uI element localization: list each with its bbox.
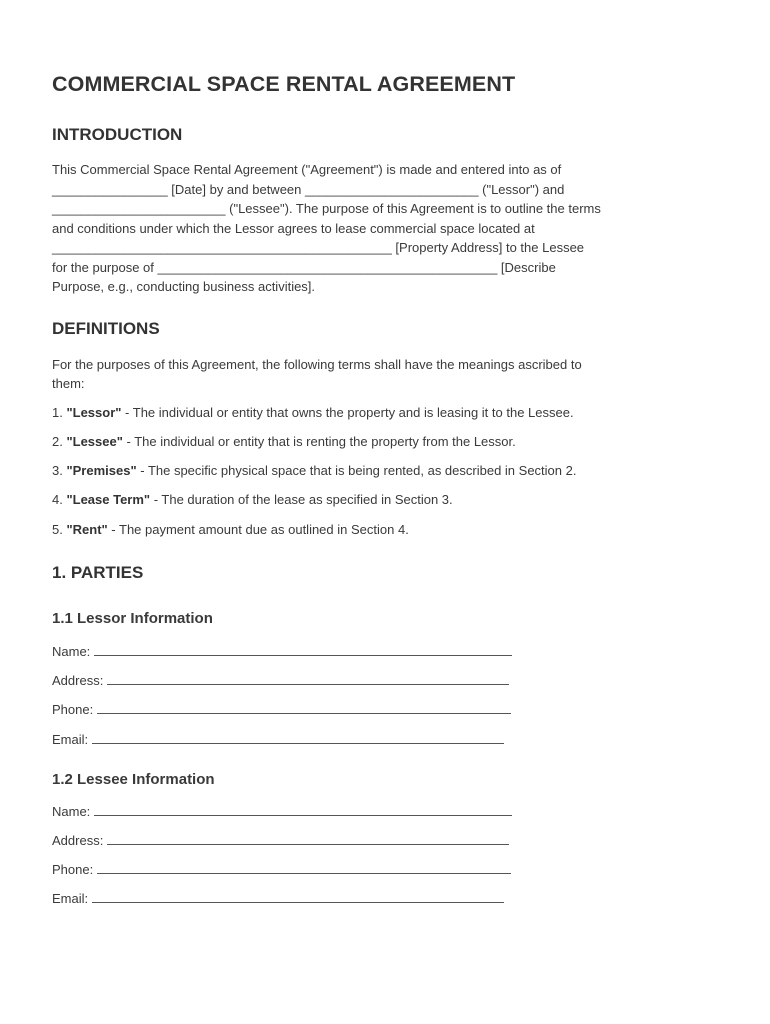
intro-line: This Commercial Space Rental Agreement ("Agreement") is made and entered into as of xyxy=(52,162,562,177)
definition-term: "Premises" xyxy=(66,463,137,478)
intro-line: and conditions under which the Lessor agrees to lease commercial space located at xyxy=(52,221,535,236)
lessor-name-field[interactable] xyxy=(52,642,512,661)
introduction-heading: INTRODUCTION xyxy=(52,125,183,144)
field-label: Address: xyxy=(52,833,104,848)
field-label: Phone: xyxy=(52,702,94,717)
lessor-phone-field[interactable] xyxy=(52,700,511,719)
field-label: Phone: xyxy=(52,862,94,877)
fill-in-blank[interactable] xyxy=(94,803,512,816)
definition-item xyxy=(52,520,409,539)
field-label: Name: xyxy=(52,804,91,819)
field-label: Email: xyxy=(52,891,89,906)
intro-line: ________________ [Date] by and between ________________________ ("Lessor") and xyxy=(52,182,565,197)
definition-text: - The payment amount due as outlined in Section 4. xyxy=(107,522,409,537)
definitions-heading: DEFINITIONS xyxy=(52,319,160,338)
definition-number: 1. xyxy=(52,405,63,420)
lessee-address-field[interactable] xyxy=(52,831,509,850)
intro-line: _______________________________________________ [Property Address] to the Lessee xyxy=(52,240,585,255)
lessor-email-field[interactable] xyxy=(52,730,504,749)
definition-number: 5. xyxy=(52,522,63,537)
field-label: Name: xyxy=(52,644,91,659)
fill-in-blank[interactable] xyxy=(107,672,509,685)
parties-heading: 1. PARTIES xyxy=(52,563,144,582)
lessee-info-heading: 1.2 Lessee Information xyxy=(52,771,215,788)
definition-term: "Lease Term" xyxy=(66,492,151,507)
lessor-address-field[interactable] xyxy=(52,671,509,690)
fill-in-blank[interactable] xyxy=(94,643,512,656)
fill-in-blank[interactable] xyxy=(97,861,511,874)
fill-in-blank[interactable] xyxy=(92,731,504,744)
definition-term: "Lessee" xyxy=(66,434,123,449)
field-label: Email: xyxy=(52,732,89,747)
definition-number: 3. xyxy=(52,463,63,478)
definition-number: 4. xyxy=(52,492,63,507)
fill-in-blank[interactable] xyxy=(92,890,504,903)
definition-item xyxy=(52,461,576,480)
lessee-name-field[interactable] xyxy=(52,802,512,821)
document-title: COMMERCIAL SPACE RENTAL AGREEMENT xyxy=(52,72,516,96)
intro-line: for the purpose of _______________________________________________ [Describe xyxy=(52,260,556,275)
intro-line: Purpose, e.g., conducting business activities]. xyxy=(52,279,316,294)
definition-item xyxy=(52,490,453,509)
intro-line: ________________________ ("Lessee"). The purpose of this Agreement is to outline the terms xyxy=(52,201,601,216)
lessee-email-field[interactable] xyxy=(52,889,504,908)
definition-term: "Rent" xyxy=(66,522,108,537)
definition-text: - The individual or entity that is renting the property from the Lessor. xyxy=(122,434,516,449)
lessee-phone-field[interactable] xyxy=(52,860,511,879)
fill-in-blank[interactable] xyxy=(97,701,511,714)
definitions-intro-line: For the purposes of this Agreement, the following terms shall have the meanings ascribed to xyxy=(52,357,582,372)
definitions-intro-line: them: xyxy=(52,376,85,391)
lessor-info-heading: 1.1 Lessor Information xyxy=(52,610,213,627)
field-label: Address: xyxy=(52,673,104,688)
fill-in-blank[interactable] xyxy=(107,832,509,845)
definition-text: - The specific physical space that is being rented, as described in Section 2. xyxy=(136,463,577,478)
definition-text: - The individual or entity that owns the property and is leasing it to the Lessee. xyxy=(121,405,574,420)
definition-number: 2. xyxy=(52,434,63,449)
definition-term: "Lessor" xyxy=(66,405,122,420)
definition-text: - The duration of the lease as specified in Section 3. xyxy=(150,492,453,507)
definition-item xyxy=(52,403,574,422)
definition-item xyxy=(52,432,516,451)
